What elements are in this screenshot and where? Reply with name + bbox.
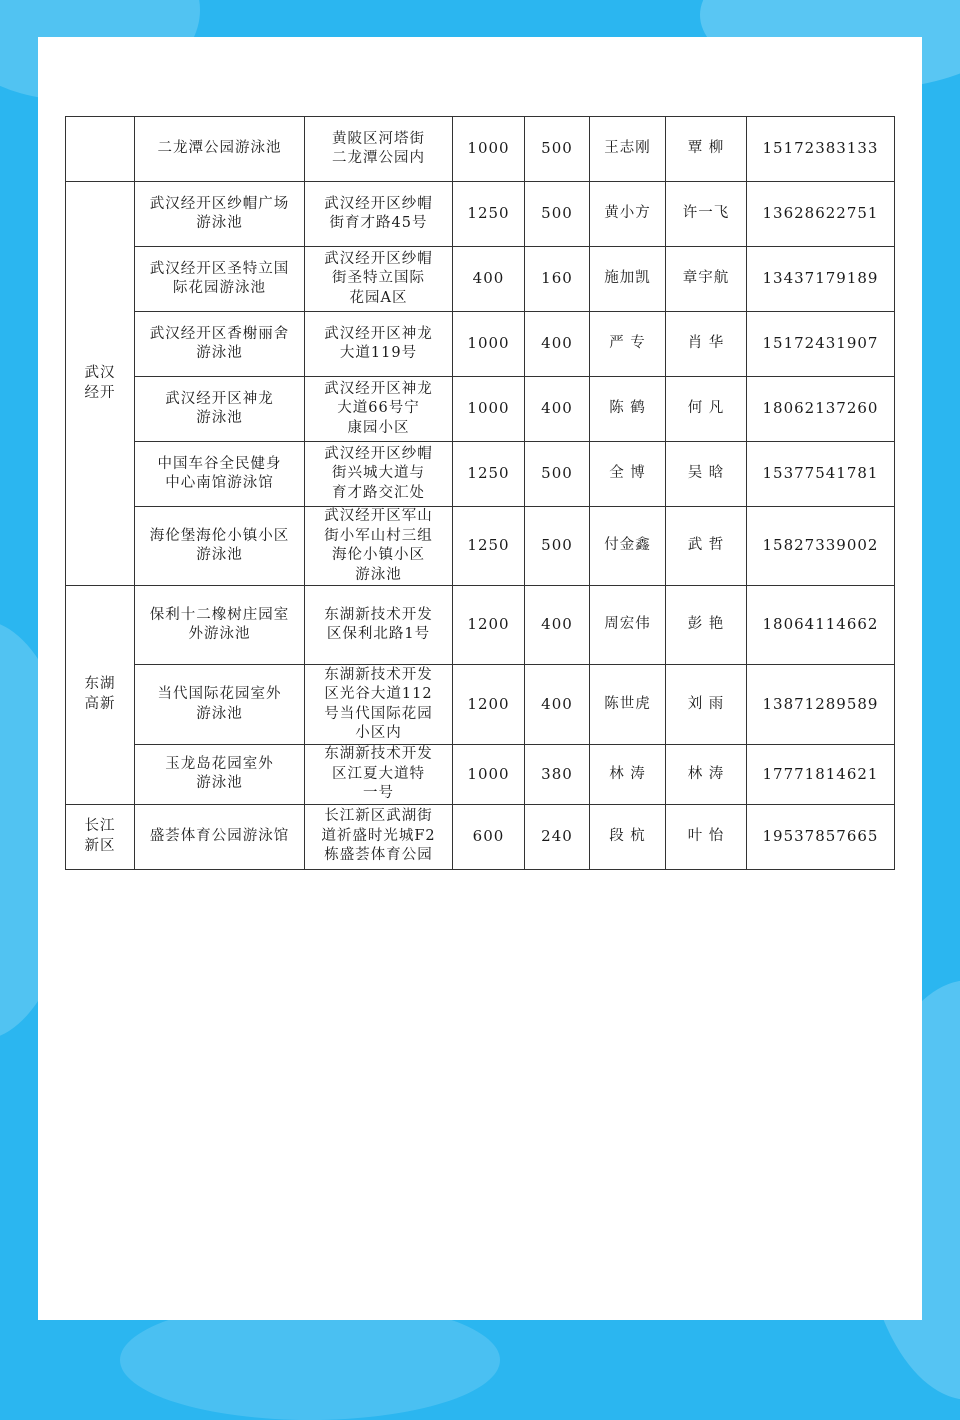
pool-table bbox=[65, 116, 895, 870]
supervisor-cell: 许一飞 bbox=[666, 182, 747, 247]
supervisor-cell: 刘 雨 bbox=[666, 665, 747, 745]
phone-cell: 18062137260 bbox=[747, 377, 895, 442]
table-row bbox=[66, 665, 895, 745]
capacity-cell: 400 bbox=[525, 377, 590, 442]
area-cell: 1250 bbox=[453, 442, 525, 507]
capacity-cell: 400 bbox=[525, 586, 590, 665]
district-cell: 武汉 经开 bbox=[66, 182, 135, 586]
manager-cell: 全 博 bbox=[590, 442, 666, 507]
supervisor-cell: 林 涛 bbox=[666, 745, 747, 805]
venue-cell: 武汉经开区神龙 游泳池 bbox=[135, 377, 305, 442]
area-cell: 1000 bbox=[453, 117, 525, 182]
area-cell: 1000 bbox=[453, 312, 525, 377]
district-cell: 东湖 高新 bbox=[66, 586, 135, 805]
capacity-cell: 500 bbox=[525, 442, 590, 507]
phone-cell: 13628622751 bbox=[747, 182, 895, 247]
supervisor-cell: 彭 艳 bbox=[666, 586, 747, 665]
address-cell: 武汉经开区纱帽 街兴城大道与 育才路交汇处 bbox=[305, 442, 453, 507]
venue-cell: 保利十二橡树庄园室 外游泳池 bbox=[135, 586, 305, 665]
phone-cell: 17771814621 bbox=[747, 745, 895, 805]
venue-cell: 玉龙岛花园室外 游泳池 bbox=[135, 745, 305, 805]
address-cell: 武汉经开区神龙 大道66号宁 康园小区 bbox=[305, 377, 453, 442]
area-cell: 600 bbox=[453, 804, 525, 869]
supervisor-cell: 武 哲 bbox=[666, 507, 747, 586]
supervisor-cell: 肖 华 bbox=[666, 312, 747, 377]
venue-cell: 武汉经开区纱帽广场 游泳池 bbox=[135, 182, 305, 247]
address-cell: 黄陂区河塔街 二龙潭公园内 bbox=[305, 117, 453, 182]
manager-cell: 陈世虎 bbox=[590, 665, 666, 745]
phone-cell: 15827339002 bbox=[747, 507, 895, 586]
phone-cell: 13437179189 bbox=[747, 247, 895, 312]
area-cell: 1000 bbox=[453, 377, 525, 442]
manager-cell: 段 杭 bbox=[590, 804, 666, 869]
address-cell: 东湖新技术开发 区江夏大道特 一号 bbox=[305, 745, 453, 805]
venue-cell: 武汉经开区香榭丽舍 游泳池 bbox=[135, 312, 305, 377]
capacity-cell: 400 bbox=[525, 312, 590, 377]
phone-cell: 15172383133 bbox=[747, 117, 895, 182]
capacity-cell: 500 bbox=[525, 182, 590, 247]
phone-cell: 15172431907 bbox=[747, 312, 895, 377]
capacity-cell: 400 bbox=[525, 665, 590, 745]
table-row bbox=[66, 247, 895, 312]
table-row bbox=[66, 804, 895, 869]
address-cell: 长江新区武湖街 道祈盛时光城F2 栋盛荟体育公园 bbox=[305, 804, 453, 869]
manager-cell: 施加凯 bbox=[590, 247, 666, 312]
address-cell: 武汉经开区纱帽 街圣特立国际 花园A区 bbox=[305, 247, 453, 312]
venue-cell: 中国车谷全民健身 中心南馆游泳馆 bbox=[135, 442, 305, 507]
supervisor-cell: 章宇航 bbox=[666, 247, 747, 312]
document-page bbox=[38, 37, 922, 1320]
table-row bbox=[66, 312, 895, 377]
address-cell: 武汉经开区军山 街小军山村三组 海伦小镇小区 游泳池 bbox=[305, 507, 453, 586]
district-cell: 长江 新区 bbox=[66, 804, 135, 869]
district-cell bbox=[66, 117, 135, 182]
capacity-cell: 380 bbox=[525, 745, 590, 805]
table-row bbox=[66, 507, 895, 586]
supervisor-cell: 叶 怡 bbox=[666, 804, 747, 869]
table-row bbox=[66, 745, 895, 805]
manager-cell: 陈 鹤 bbox=[590, 377, 666, 442]
venue-cell: 当代国际花园室外 游泳池 bbox=[135, 665, 305, 745]
manager-cell: 林 涛 bbox=[590, 745, 666, 805]
address-cell: 武汉经开区神龙 大道119号 bbox=[305, 312, 453, 377]
manager-cell: 付金鑫 bbox=[590, 507, 666, 586]
area-cell: 1250 bbox=[453, 507, 525, 586]
area-cell: 1200 bbox=[453, 586, 525, 665]
address-cell: 东湖新技术开发 区保利北路1号 bbox=[305, 586, 453, 665]
phone-cell: 13871289589 bbox=[747, 665, 895, 745]
manager-cell: 严 专 bbox=[590, 312, 666, 377]
area-cell: 1000 bbox=[453, 745, 525, 805]
manager-cell: 王志刚 bbox=[590, 117, 666, 182]
phone-cell: 15377541781 bbox=[747, 442, 895, 507]
supervisor-cell: 覃 柳 bbox=[666, 117, 747, 182]
manager-cell: 周宏伟 bbox=[590, 586, 666, 665]
venue-cell: 二龙潭公园游泳池 bbox=[135, 117, 305, 182]
area-cell: 400 bbox=[453, 247, 525, 312]
supervisor-cell: 吴 晗 bbox=[666, 442, 747, 507]
table-row bbox=[66, 377, 895, 442]
capacity-cell: 500 bbox=[525, 117, 590, 182]
table-row bbox=[66, 586, 895, 665]
address-cell: 东湖新技术开发 区光谷大道112 号当代国际花园 小区内 bbox=[305, 665, 453, 745]
manager-cell: 黄小方 bbox=[590, 182, 666, 247]
capacity-cell: 160 bbox=[525, 247, 590, 312]
supervisor-cell: 何 凡 bbox=[666, 377, 747, 442]
venue-cell: 武汉经开区圣特立国 际花园游泳池 bbox=[135, 247, 305, 312]
table-row bbox=[66, 182, 895, 247]
phone-cell: 19537857665 bbox=[747, 804, 895, 869]
address-cell: 武汉经开区纱帽 街育才路45号 bbox=[305, 182, 453, 247]
area-cell: 1200 bbox=[453, 665, 525, 745]
area-cell: 1250 bbox=[453, 182, 525, 247]
venue-cell: 盛荟体育公园游泳馆 bbox=[135, 804, 305, 869]
table-row bbox=[66, 442, 895, 507]
table-row bbox=[66, 117, 895, 182]
venue-cell: 海伦堡海伦小镇小区 游泳池 bbox=[135, 507, 305, 586]
phone-cell: 18064114662 bbox=[747, 586, 895, 665]
capacity-cell: 240 bbox=[525, 804, 590, 869]
capacity-cell: 500 bbox=[525, 507, 590, 586]
